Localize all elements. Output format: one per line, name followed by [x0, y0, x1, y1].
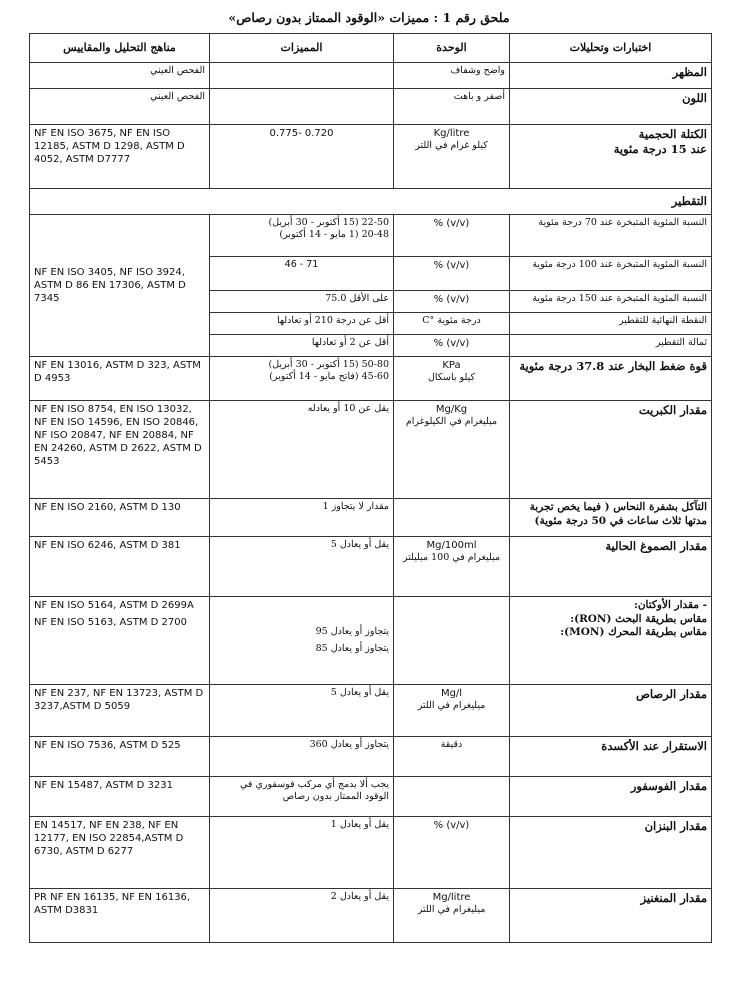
method-cell: NF EN 13016, ASTM D 323, ASTM D 4953 — [30, 357, 210, 401]
row-copper — [30, 499, 712, 537]
unit-cell — [394, 685, 510, 737]
method-cell: NF EN 237, NF EN 13723, ASTM D 3237,ASTM D 5059 — [30, 685, 210, 737]
unit-cell — [394, 889, 510, 943]
unit-cell: % (v/v) — [394, 335, 510, 357]
unit-cell: أصفر و باهت — [394, 89, 510, 125]
spec-cell: 0.775- 0.720 — [210, 125, 394, 189]
test-line-3: مقاس بطريقة المحرك (MON): — [560, 626, 707, 639]
test-cell: ثمالة التقطير — [510, 335, 712, 357]
method-cell: NF EN 15487, ASTM D 3231 — [30, 777, 210, 817]
method-cell: EN 14517, NF EN 238, NF EN 12177, EN ISO 22854,ASTM D 6730, ASTM D 6277 — [30, 817, 210, 889]
unit-en: Kg/litre — [433, 128, 470, 139]
unit-cell — [394, 125, 510, 189]
test-cell: النقطة النهائية للتقطير — [510, 313, 712, 335]
method-cell: NF EN ISO 8754, EN ISO 13032, NF EN ISO 14596, EN ISO 20846, NF ISO 20847, NF EN 20884, NF EN 24260, ASTM D 2622, ASTM D 5453 — [30, 401, 210, 499]
row-phosphorus — [30, 777, 712, 817]
method-cell: الفحص العيني — [30, 89, 210, 125]
unit-cell: % (v/v) — [394, 291, 510, 313]
row-manganese — [30, 889, 712, 943]
test-cell: الاستقرار عند الأكسدة — [510, 737, 712, 777]
unit-ar: كيلو غرام في اللتر — [415, 140, 488, 151]
unit-en: Mg/Kg — [435, 404, 468, 415]
spec-cell — [210, 89, 394, 125]
unit-cell: % (v/v) — [394, 215, 510, 257]
spec-cell: أقل عن درجة 210 أو تعادلها — [210, 313, 394, 335]
test-cell: مقدار الفوسفور — [510, 777, 712, 817]
test-cell: مقدار المنغنيز — [510, 889, 712, 943]
header-methods: مناهج التحليل والمقاييس — [30, 34, 210, 63]
unit-ar: كيلو باسكال — [427, 372, 475, 383]
row-benzene — [30, 817, 712, 889]
unit-ar: ميليغرام في الكيلوغرام — [405, 416, 498, 427]
unit-en: Mg/l — [440, 688, 463, 699]
unit-en: Mg/100ml — [426, 540, 477, 551]
method-cell: NF EN ISO 2160, ASTM D 130 — [30, 499, 210, 537]
unit-cell: واضح وشفاف — [394, 63, 510, 89]
spec-cell: مقدار لا يتجاوز 1 — [210, 499, 394, 537]
row-color — [30, 89, 712, 125]
spec-cell: يقل عن 10 أو يعادله — [210, 401, 394, 499]
row-lead — [30, 685, 712, 737]
spec-cell: 46 - 71 — [210, 257, 394, 291]
unit-cell: درجة مئوية °C — [394, 313, 510, 335]
unit-cell: % (v/v) — [394, 257, 510, 291]
unit-cell — [394, 537, 510, 597]
spec-line-2: 45-60 (فاتح مايو - 14 أكتوبر) — [269, 371, 389, 383]
spec-cell: يقل أو يعادل 5 — [210, 537, 394, 597]
test-cell: قوة ضغط البخار عند 37.8 درجة مئوية — [510, 357, 712, 401]
distillation-heading: التقطير — [30, 189, 712, 215]
method-cell: NF EN ISO 3675, NF EN ISO 12185, ASTM D 1298, ASTM D 4052, ASTM D7777 — [30, 125, 210, 189]
header-tests: اختبارات وتحليلات — [510, 34, 712, 63]
method-mon: NF EN ISO 5163, ASTM D 2700 — [34, 617, 187, 628]
spec-cell: يقل أو يعادل 5 — [210, 685, 394, 737]
row-octane — [30, 597, 712, 685]
test-cell: مقدار الرصاص — [510, 685, 712, 737]
unit-cell: دقيقة — [394, 737, 510, 777]
test-cell: النسبة المئوية المتبخرة عند 100 درجة مئوية — [510, 257, 712, 291]
row-e70 — [30, 215, 712, 257]
spec-line-2: 20-48 (1 مايو - 14 أكتوبر) — [279, 229, 389, 241]
unit-cell: % (v/v) — [394, 817, 510, 889]
header-row — [30, 34, 712, 63]
test-line-2: عند 15 درجة مئوية — [613, 141, 707, 156]
unit-cell — [394, 499, 510, 537]
document-title: ملحق رقم 1 : مميزات «الوقود الممتاز بدون رصاص» — [228, 10, 510, 25]
unit-cell — [394, 597, 510, 685]
unit-cell — [394, 357, 510, 401]
test-cell: المظهر — [510, 63, 712, 89]
spec-cell — [210, 215, 394, 257]
test-cell: مقدار البنزان — [510, 817, 712, 889]
spec-cell: أقل عن 2 أو تعادلها — [210, 335, 394, 357]
method-cell: NF EN ISO 7536, ASTM D 525 — [30, 737, 210, 777]
row-appearance — [30, 63, 712, 89]
spec-cell — [210, 597, 394, 685]
method-cell: الفحص العيني — [30, 63, 210, 89]
spec-cell: يجب ألا يدمج أي مركب فوسفوري في الوقود الممتاز بدون رصاص — [210, 777, 394, 817]
unit-en: KPa — [442, 360, 461, 371]
test-cell — [510, 125, 712, 189]
method-cell — [30, 597, 210, 685]
specifications-table — [29, 33, 712, 943]
method-ron: NF EN ISO 5164, ASTM D 2699A — [34, 600, 194, 611]
spec-cell: يقل أو يعادل 1 — [210, 817, 394, 889]
test-cell: مقدار الصموغ الحالية — [510, 537, 712, 597]
spec-cell: يتجاوز أو يعادل 360 — [210, 737, 394, 777]
unit-en: Mg/litre — [432, 892, 471, 903]
method-cell: NF EN ISO 3405, NF ISO 3924, ASTM D 86 EN 17306, ASTM D 7345 — [30, 215, 210, 357]
unit-ar: ميليغرام في اللتر — [417, 700, 486, 711]
row-oxidation — [30, 737, 712, 777]
row-gum — [30, 537, 712, 597]
test-cell — [510, 597, 712, 685]
header-specs: المميزات — [210, 34, 394, 63]
unit-ar: ميليغرام في اللتر — [417, 904, 486, 915]
test-cell: النسبة المئوية المتبخرة عند 150 درجة مئوية — [510, 291, 712, 313]
method-cell: PR NF EN 16135, NF EN 16136, ASTM D3831 — [30, 889, 210, 943]
unit-ar: ميليغرام في 100 ميليلتر — [402, 552, 501, 563]
spec-line-1: 22-50 (15 أكتوبر - 30 أبريل) — [268, 217, 389, 228]
test-cell: التآكل بشفرة النحاس ( فيما يخص تجربة مدتها ثلاث ساعات في 50 درجة مئوية) — [510, 499, 712, 537]
spec-cell: يقل أو يعادل 2 — [210, 889, 394, 943]
row-sulfur — [30, 401, 712, 499]
test-line-1: - مقدار الأوكتان: — [633, 599, 707, 611]
spec-cell — [210, 357, 394, 401]
spec-cell: على الأقل 75.0 — [210, 291, 394, 313]
row-distillation-heading — [30, 189, 712, 215]
row-vapour — [30, 357, 712, 401]
spec-ron: يتجاوز أو يعادل 95 — [315, 626, 389, 638]
test-cell: النسبة المئوية المتبخرة عند 70 درجة مئوية — [510, 215, 712, 257]
test-cell: مقدار الكبريت — [510, 401, 712, 499]
row-density — [30, 125, 712, 189]
method-cell: NF EN ISO 6246, ASTM D 381 — [30, 537, 210, 597]
test-cell: اللون — [510, 89, 712, 125]
unit-cell — [394, 401, 510, 499]
test-line-1: الكتلة الحجمية — [638, 127, 707, 141]
test-line-2: مقاس بطريقة البحث (RON): — [570, 612, 707, 625]
unit-cell — [394, 777, 510, 817]
spec-mon: يتجاوز أو يعادل 85 — [315, 642, 389, 654]
header-unit: الوحدة — [394, 34, 510, 63]
spec-cell — [210, 63, 394, 89]
spec-line-1: 50-80 (15 أكتوبر - 30 أبريل) — [268, 359, 389, 370]
